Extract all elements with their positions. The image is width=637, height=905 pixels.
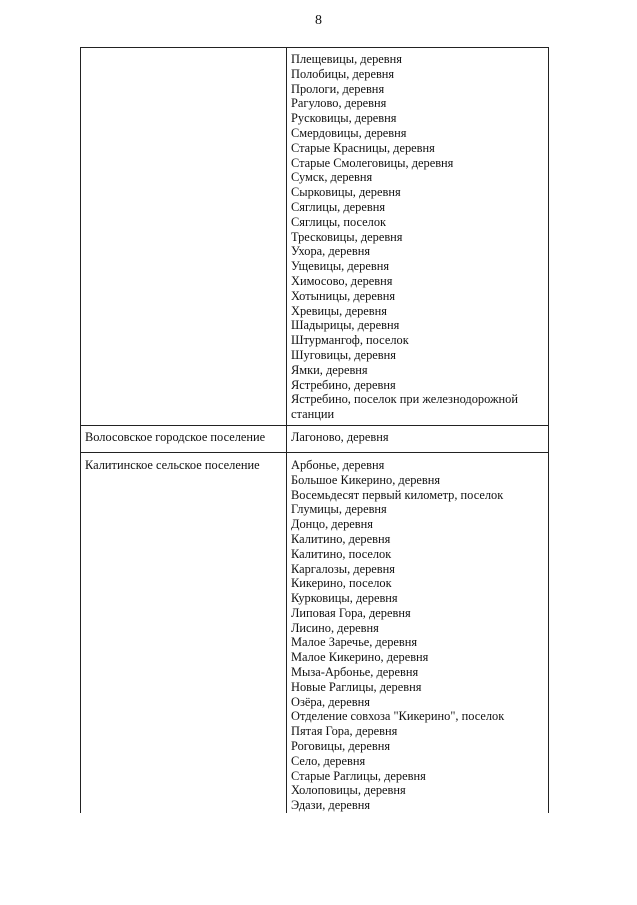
settlement-entry: Ястребино, деревня (291, 377, 396, 392)
settlement-entry: Озёра, деревня (291, 694, 370, 709)
settlement-entry: Каргалозы, деревня (291, 561, 395, 576)
settlement-entry: Эдази, деревня (291, 798, 371, 813)
settlement-entry: Старые Раглицы, деревня (291, 768, 426, 783)
settlement-entry: Сырковицы, деревня (291, 185, 401, 200)
settlement-entry: Мыза-Арбонье, деревня (291, 665, 419, 680)
settlement-entry: Курковицы, деревня (291, 591, 398, 606)
settlement-entry: Донцо, деревня (291, 517, 373, 532)
settlement-entry: Химосово, деревня (291, 273, 393, 288)
settlement-entry: Шуговицы, деревня (291, 347, 396, 362)
settlement-entry: Лисино, деревня (291, 620, 379, 635)
settlement-entry: Шадырицы, деревня (291, 318, 400, 333)
settlement-entry: Русковицы, деревня (291, 111, 397, 126)
settlement-entry: Сяглицы, поселок (291, 214, 387, 229)
settlement-entry: Штурмангоф, поселок (291, 333, 409, 348)
settlement-entry: Ямки, деревня (291, 362, 368, 377)
settlement-entry: Ущевицы, деревня (291, 259, 390, 274)
municipality-name: Волосовское городское поселение (85, 429, 266, 444)
settlement-entry: Старые Красницы, деревня (291, 140, 435, 155)
settlement-entry: Липовая Гора, деревня (291, 605, 411, 620)
settlement-entry: Восемьдесят первый километр, поселок (291, 487, 504, 502)
settlement-entry: Прологи, деревня (291, 81, 385, 96)
municipality-cell (81, 48, 287, 426)
settlement-entry: Старые Смолеговицы, деревня (291, 155, 454, 170)
settlements-cell (287, 48, 549, 426)
settlement-entry: Малое Заречье, деревня (291, 635, 418, 650)
table-row (81, 425, 549, 452)
settlement-entry: Холоповицы, деревня (291, 783, 406, 798)
settlement-entry: Село, деревня (291, 753, 366, 768)
settlement-entry: Пятая Гора, деревня (291, 724, 398, 739)
settlement-entry: Малое Кикерино, деревня (291, 650, 429, 665)
settlement-entry: Роговицы, деревня (291, 739, 391, 754)
settlement-entry: Кикерино, поселок (291, 576, 392, 591)
table-row (81, 48, 549, 426)
settlement-entry: Ухора, деревня (291, 244, 371, 259)
settlement-entry: Хревицы, деревня (291, 303, 387, 318)
settlement-entry: Полобицы, деревня (291, 66, 395, 81)
municipality-name: Калитинское сельское поселение (85, 457, 260, 472)
settlement-entry: Калитино, поселок (291, 546, 392, 561)
settlement-entry: Рагулово, деревня (291, 96, 387, 111)
settlement-entry: Лагоново, деревня (291, 429, 389, 444)
settlement-entry: Сяглицы, деревня (291, 199, 386, 214)
settlement-entry: Большое Кикерино, деревня (291, 472, 441, 487)
settlement-entry: Тресковицы, деревня (291, 229, 403, 244)
settlement-entry: Калитино, деревня (291, 531, 391, 546)
settlements-table (80, 47, 549, 813)
settlement-entry: Арбонье, деревня (291, 457, 385, 472)
settlement-entry: Плещевицы, деревня (291, 52, 402, 66)
municipality-cell (81, 425, 287, 452)
settlements-cell (287, 452, 549, 813)
municipality-cell (81, 452, 287, 813)
page-number: 8 (315, 13, 322, 28)
settlement-entry: Новые Раглицы, деревня (291, 679, 422, 694)
settlement-entry: Глумицы, деревня (291, 502, 387, 517)
table-row (81, 452, 549, 813)
settlement-entry: Сумск, деревня (291, 170, 373, 185)
settlement-entry: Отделение совхоза "Кикерино", поселок (291, 709, 505, 724)
settlement-entry: Смердовицы, деревня (291, 125, 407, 140)
settlement-entry: Хотыницы, деревня (291, 288, 396, 303)
settlement-entry: Ястребино, поселок при железнодорожной станции (291, 392, 519, 422)
settlements-cell (287, 425, 549, 452)
